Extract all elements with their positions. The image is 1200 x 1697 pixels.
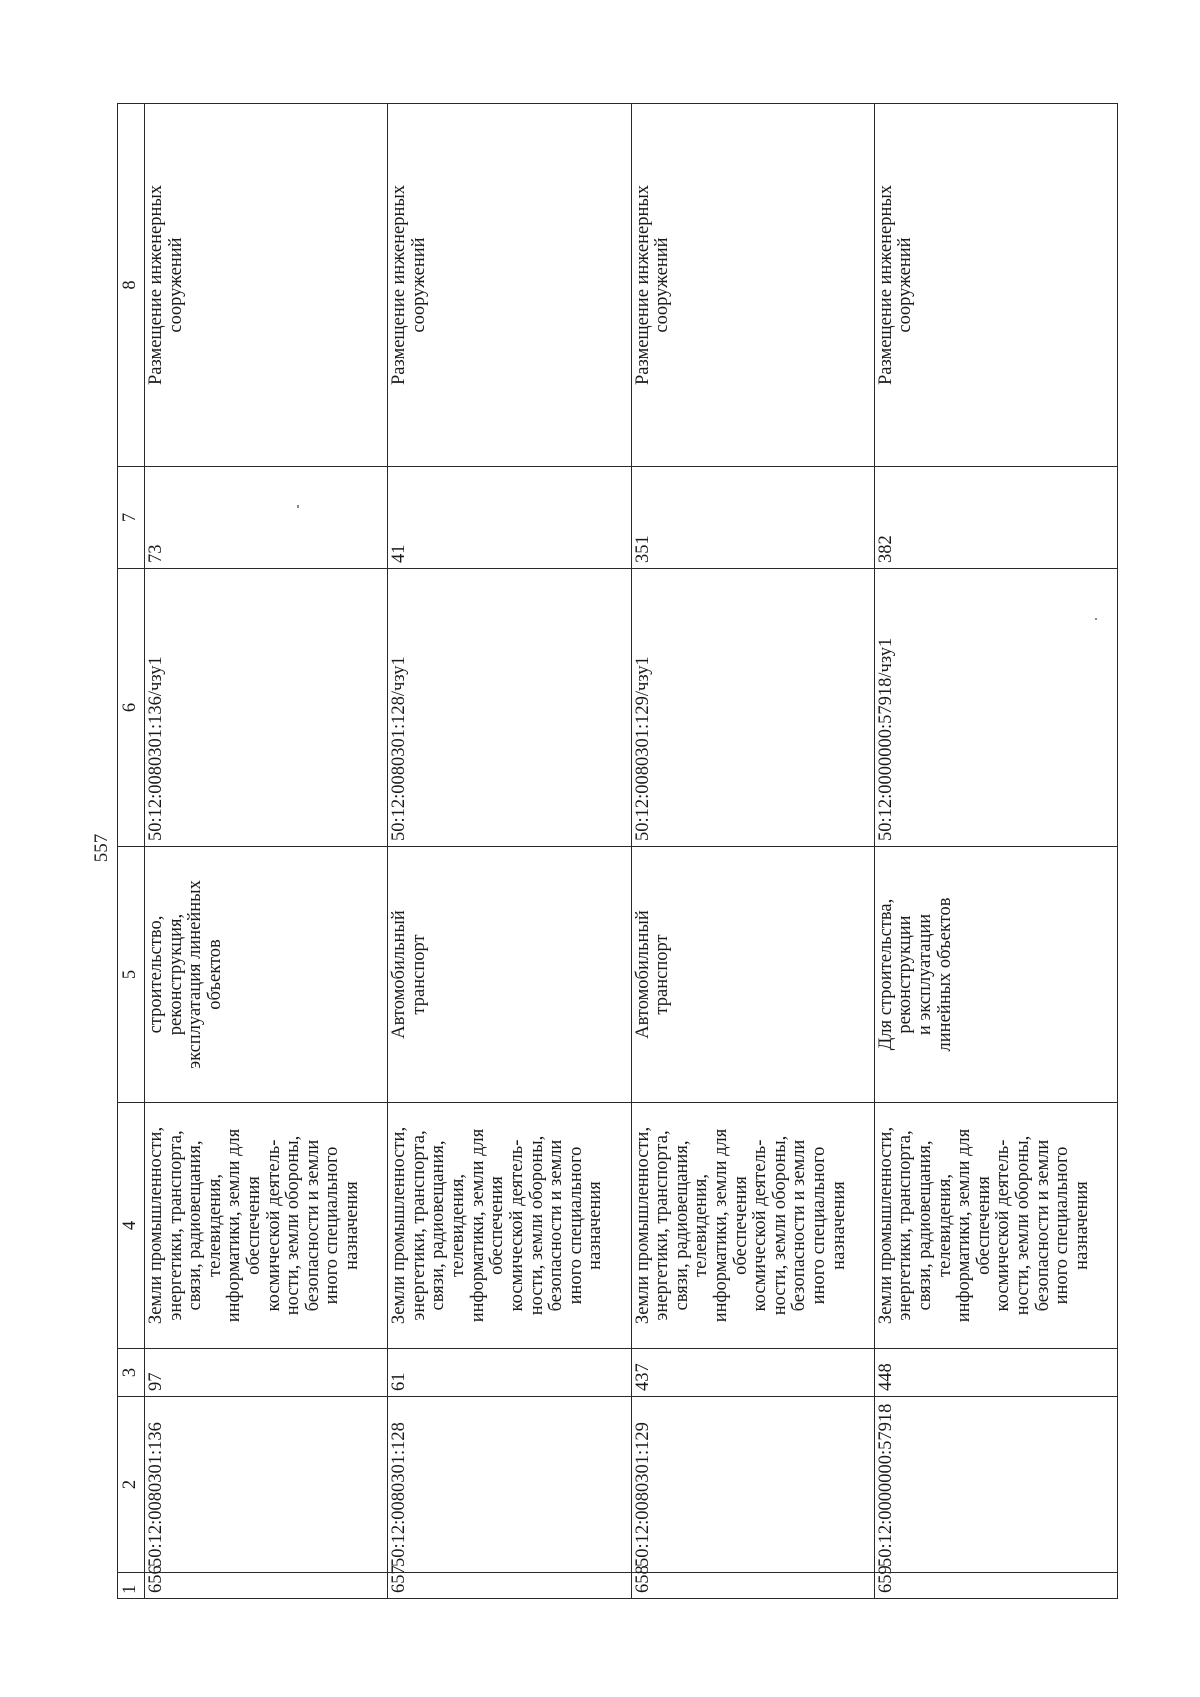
land-category-cell	[388, 1103, 631, 1349]
column-header: 5	[118, 847, 145, 1103]
land-category-cell-line: энергетики, транспорта,	[652, 1130, 673, 1321]
table-row	[631, 104, 874, 1599]
table-row	[874, 104, 1117, 1599]
part-area-cell: 351	[631, 467, 874, 569]
column-header: 3	[118, 1349, 145, 1397]
permitted-use-cell	[145, 847, 388, 1103]
part-identifier-cell: 50:12:0080301:128/чзу1	[388, 569, 631, 847]
land-category-cell-line: ности, земли обороны,	[526, 1135, 547, 1316]
land-category-cell-line: телевидения,	[934, 1174, 955, 1277]
land-category-cell-line: назначения	[342, 1181, 363, 1270]
permitted-use-cell-line: и эксплуатации	[914, 913, 935, 1036]
land-category-cell-line: назначения	[1071, 1181, 1092, 1270]
table-row	[388, 104, 631, 1599]
purpose-cell	[874, 104, 1117, 467]
land-category-cell-line: космической деятель-	[993, 1139, 1014, 1312]
row-number-cell: 659	[874, 1573, 1117, 1599]
land-category-cell-line: Земли промышленности,	[875, 1126, 896, 1325]
cadastral-number-cell: 50:12:0080301:129	[631, 1397, 874, 1573]
cadastral-number-cell: 50:12:0000000:57918	[874, 1397, 1117, 1573]
land-category-cell-line: энергетики, транспорта,	[165, 1130, 186, 1321]
purpose-cell-line: Размещение инженерных	[389, 184, 410, 386]
permitted-use-cell-line: эксплуатация линейных	[185, 880, 206, 1069]
land-category-cell-line: обеспечения	[487, 1176, 508, 1275]
land-category-cell-line: космической деятель-	[263, 1139, 284, 1312]
land-category-cell-line: телевидения,	[204, 1174, 225, 1277]
column-header: 2	[118, 1397, 145, 1573]
row-number-cell: 658	[631, 1573, 874, 1599]
purpose-cell-line: сооружений	[165, 237, 186, 333]
land-category-cell-line: космической деятель-	[506, 1139, 527, 1312]
land-category-cell-line: космической деятель-	[750, 1139, 771, 1312]
permitted-use-cell-line: объектов	[204, 939, 225, 1010]
land-category-cell-line: обеспечения	[973, 1176, 994, 1275]
column-header: 8	[118, 104, 145, 467]
table-row	[145, 104, 388, 1599]
permitted-use-cell-line: транспорт	[652, 934, 673, 1015]
land-category-cell-line: связи, радиовещания,	[671, 1140, 692, 1311]
part-identifier-cell: 50:12:0080301:129/чзу1	[631, 569, 874, 847]
land-category-cell-line: иного специального	[565, 1146, 586, 1305]
permitted-use-cell	[874, 847, 1117, 1103]
cadastral-number-cell: 50:12:0080301:128	[388, 1397, 631, 1573]
permitted-use-cell-line: строительство,	[146, 915, 166, 1034]
scan-speck	[1095, 618, 1097, 620]
land-plots-table	[117, 103, 1118, 1599]
land-category-cell-line: телевидения,	[691, 1174, 712, 1277]
column-header: 1	[118, 1573, 145, 1599]
scan-speck	[297, 505, 299, 508]
permitted-use-cell-line: Автомобильный	[632, 910, 653, 1039]
land-category-cell-line: информатики, земли для	[467, 1128, 488, 1323]
permitted-use-cell-line: Для строительства,	[875, 898, 896, 1051]
land-category-cell-line: иного специального	[808, 1146, 829, 1305]
land-category-cell-line: иного специального	[1052, 1146, 1073, 1305]
land-category-cell-line: назначения	[585, 1181, 606, 1270]
land-category-cell-line: Земли промышленности,	[632, 1126, 653, 1325]
part-identifier-cell: 50:12:0080301:136/чзу1	[145, 569, 388, 847]
column-number-row	[118, 104, 145, 1599]
part-identifier-cell: 50:12:0000000:57918/чзу1	[874, 569, 1117, 847]
area-cell: 97	[145, 1349, 388, 1397]
area-cell: 448	[874, 1349, 1117, 1397]
land-category-cell-line: обеспечения	[730, 1176, 751, 1275]
land-category-cell-line: информатики, земли для	[710, 1128, 731, 1323]
land-category-cell-line: информатики, земли для	[224, 1128, 245, 1323]
area-cell: 61	[388, 1349, 631, 1397]
land-category-cell-line: безопасности и земли	[789, 1139, 810, 1312]
column-header: 6	[118, 569, 145, 847]
land-category-cell-line: безопасности и земли	[302, 1139, 323, 1312]
land-category-cell-line: телевидения,	[448, 1174, 469, 1277]
purpose-cell-line: сооружений	[895, 237, 916, 333]
land-category-cell-line: ности, земли обороны,	[769, 1135, 790, 1316]
land-category-cell-line: Земли промышленности,	[146, 1126, 166, 1325]
column-header: 4	[118, 1103, 145, 1349]
row-number-cell: 657	[388, 1573, 631, 1599]
permitted-use-cell	[631, 847, 874, 1103]
permitted-use-cell	[388, 847, 631, 1103]
land-category-cell-line: энергетики, транспорта,	[408, 1130, 429, 1321]
land-category-cell-line: связи, радиовещания,	[185, 1140, 206, 1311]
permitted-use-cell-line: транспорт	[408, 934, 429, 1015]
purpose-cell	[631, 104, 874, 467]
land-category-cell-line: ности, земли обороны,	[1013, 1135, 1034, 1316]
purpose-cell	[388, 104, 631, 467]
purpose-cell-line: сооружений	[408, 237, 429, 333]
land-category-cell-line: обеспечения	[244, 1176, 265, 1275]
permitted-use-cell-line: реконструкции	[895, 915, 916, 1034]
page-number: 557	[91, 833, 112, 863]
land-category-cell-line: безопасности и земли	[1032, 1139, 1053, 1312]
purpose-cell-line: Размещение инженерных	[632, 184, 653, 386]
land-category-cell-line: иного специального	[322, 1146, 343, 1305]
purpose-cell-line: Размещение инженерных	[875, 184, 896, 386]
land-category-cell-line: информатики, земли для	[954, 1128, 975, 1323]
area-cell: 437	[631, 1349, 874, 1397]
land-category-cell-line: связи, радиовещания,	[428, 1140, 449, 1311]
land-category-cell-line: Земли промышленности,	[389, 1126, 410, 1325]
purpose-cell-line: Размещение инженерных	[146, 184, 166, 386]
permitted-use-cell-line: Автомобильный	[389, 910, 410, 1039]
row-number-cell: 656	[145, 1573, 388, 1599]
land-category-cell	[145, 1103, 388, 1349]
permitted-use-cell-line: реконструкция,	[165, 913, 186, 1036]
land-category-cell	[874, 1103, 1117, 1349]
purpose-cell-line: сооружений	[652, 237, 673, 333]
land-category-cell-line: энергетики, транспорта,	[895, 1130, 916, 1321]
part-area-cell: 73	[145, 467, 388, 569]
cadastral-number-cell: 50:12:0080301:136	[145, 1397, 388, 1573]
land-category-cell-line: безопасности и земли	[546, 1139, 567, 1312]
land-category-cell-line: ности, земли обороны,	[283, 1135, 304, 1316]
land-category-cell-line: связи, радиовещания,	[914, 1140, 935, 1311]
part-area-cell: 382	[874, 467, 1117, 569]
permitted-use-cell-line: линейных объектов	[934, 897, 955, 1052]
land-category-cell-line: назначения	[828, 1181, 849, 1270]
land-category-cell	[631, 1103, 874, 1349]
column-header: 7	[118, 467, 145, 569]
purpose-cell	[145, 104, 388, 467]
part-area-cell: 41	[388, 467, 631, 569]
document-page	[85, 68, 1115, 1628]
